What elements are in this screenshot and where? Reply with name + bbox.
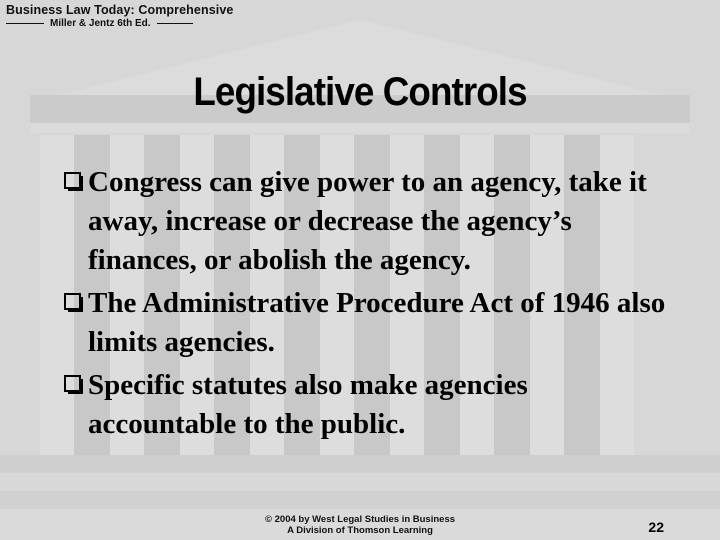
bullet-list bbox=[62, 163, 682, 448]
bullet-item bbox=[62, 163, 682, 280]
header-rule-right bbox=[157, 23, 193, 24]
authors-text: Miller & Jentz 6th Ed. bbox=[50, 18, 151, 29]
checkbox-bullet-icon bbox=[64, 172, 81, 189]
bullet-text: Congress can give power to an agency, take it away, increase or decrease the agency’s finances, or abolish the agency. bbox=[88, 166, 647, 276]
bullet-item bbox=[62, 284, 682, 362]
bullet-text: The Administrative Procedure Act of 1946 also limits agencies. bbox=[88, 287, 666, 358]
header-rule-left bbox=[6, 23, 44, 24]
page-number: 22 bbox=[648, 519, 664, 535]
copyright-line: © 2004 by West Legal Studies in Business bbox=[264, 514, 456, 525]
slide-title: Legislative Controls bbox=[193, 70, 527, 114]
publisher-line: A Division of Thomson Learning bbox=[287, 525, 433, 536]
bullet-text: Specific statutes also make agencies accountable to the public. bbox=[88, 369, 528, 440]
checkbox-bullet-icon bbox=[64, 293, 81, 310]
copyright-footer bbox=[0, 514, 720, 536]
book-authors bbox=[6, 18, 186, 29]
bullet-item bbox=[62, 366, 682, 444]
checkbox-bullet-icon bbox=[64, 375, 81, 392]
book-title: Business Law Today: Comprehensive bbox=[6, 3, 234, 17]
